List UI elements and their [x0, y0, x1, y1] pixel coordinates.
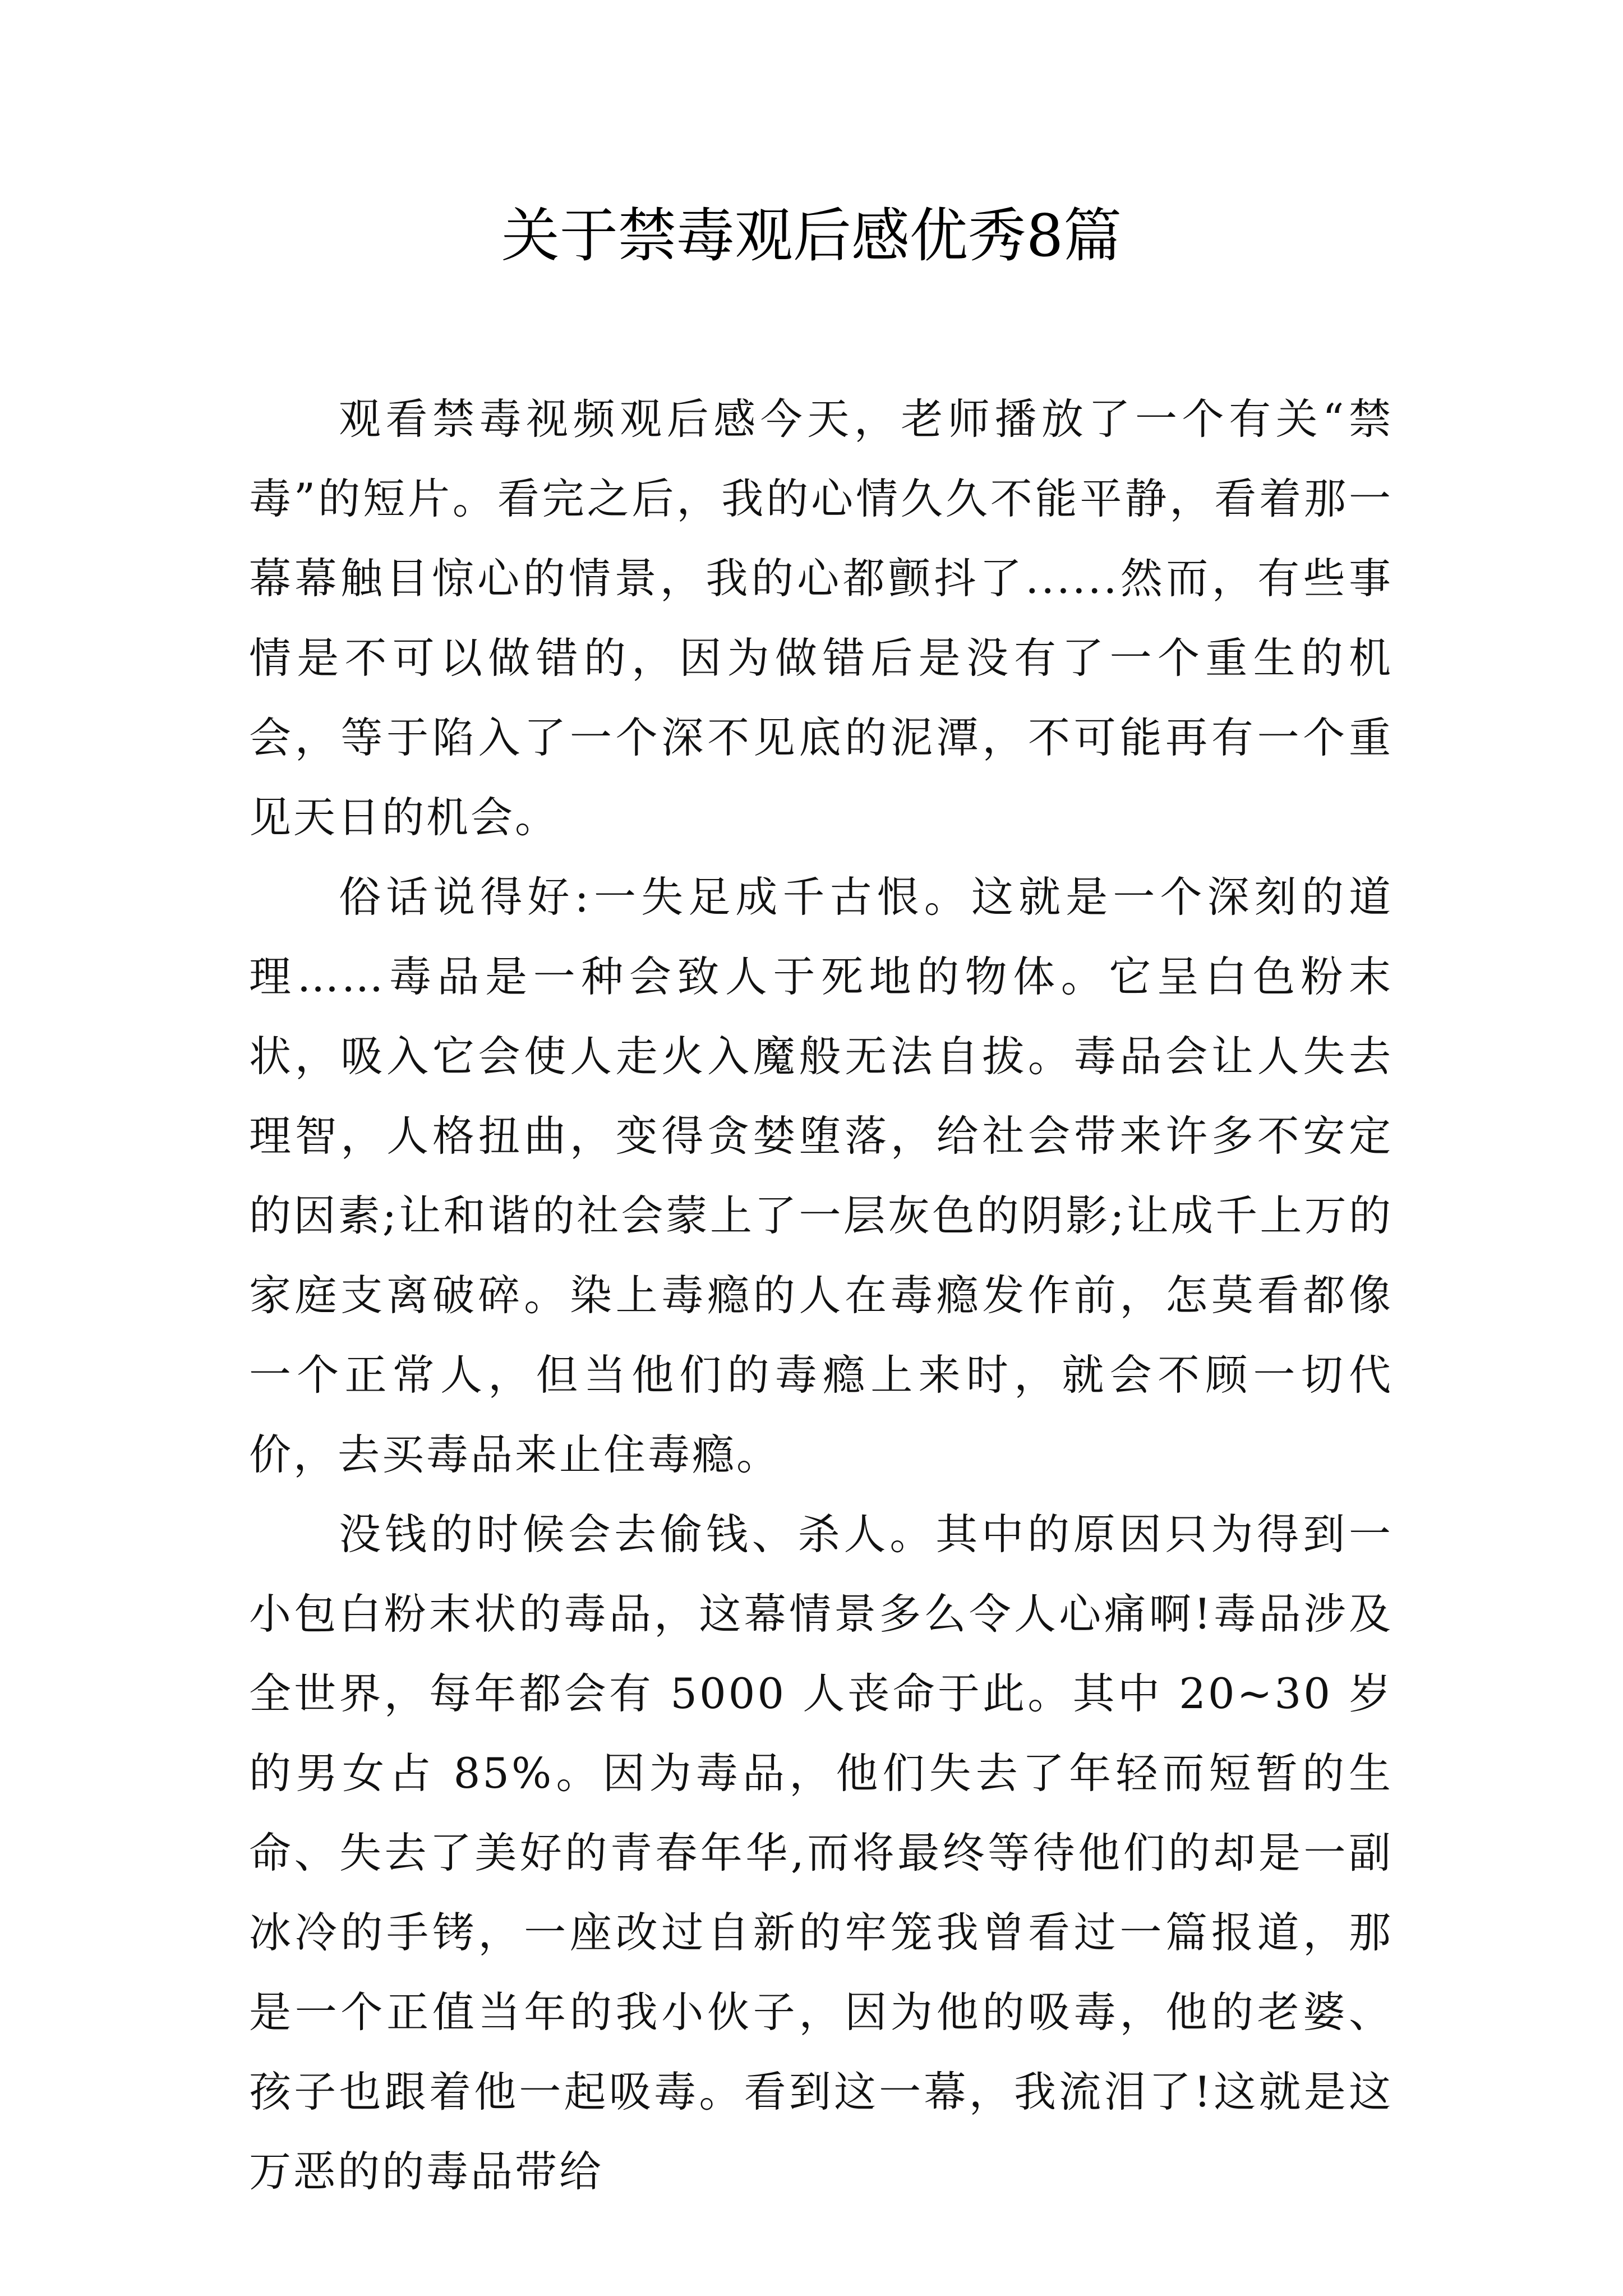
document-body — [249, 379, 1393, 2211]
paragraph-3: 没钱的时候会去偷钱、杀人。其中的原因只为得到一小包白粉末状的毒品，这幕情景多么令人心痛啊!毒品涉及全世界，每年都会有 5000 人丧命于此。其中 20~30 岁的男女占 85%。因为毒品，他们失去了年轻而短暂的生命、失去了美好的青春年华,而将最终等待他们的却是一副冰冷的手铐，一座改过自新的牢笼我曾看过一篇报道，那是一个正值当年的我小伙子，因为他的吸毒，他的老婆、孩子也跟着他一起吸毒。看到这一幕，我流泪了!这就是这万恶的的毒品带给 — [249, 1510, 1393, 2196]
paragraph-1: 观看禁毒视频观后感今天，老师播放了一个有关“禁毒”的短片。看完之后，我的心情久久不能平静，看着那一幕幕触目惊心的情景，我的心都颤抖了......然而，有些事情是不可以做错的，因为做错后是没有了一个重生的机会，等于陷入了一个深不见底的泥潭，不可能再有一个重见天日的机会。 — [249, 394, 1393, 842]
paragraph-2: 俗话说得好:一失足成千古恨。这就是一个深刻的道理……毒品是一种会致人于死地的物体。它呈白色粉末状，吸入它会使人走火入魔般无法自拔。毒品会让人失去理智，人格扭曲，变得贪婪堕落，给社会带来许多不安定的因素;让和谐的社会蒙上了一层灰色的阴影;让成千上万的家庭支离破碎。染上毒瘾的人在毒瘾发作前，怎莫看都像一个正常人，但当他们的毒瘾上来时，就会不顾一切代价，去买毒品来止住毒瘾。 — [249, 872, 1393, 1479]
document-title: 关于禁毒观后感优秀8篇 — [501, 201, 1122, 270]
